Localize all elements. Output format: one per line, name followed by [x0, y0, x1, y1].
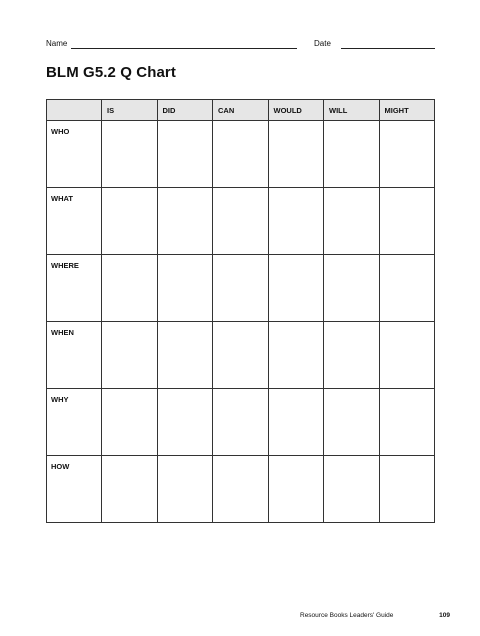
table-row — [47, 255, 435, 322]
table-cell[interactable] — [157, 389, 213, 456]
table-cell[interactable] — [213, 322, 269, 389]
header-fields — [46, 39, 434, 53]
table-cell[interactable] — [324, 121, 380, 188]
date-field[interactable] — [314, 39, 435, 49]
table-cell[interactable] — [157, 121, 213, 188]
column-header: WILL — [324, 100, 380, 121]
table-cell[interactable] — [102, 255, 158, 322]
table-cell[interactable] — [324, 322, 380, 389]
table-cell[interactable] — [379, 456, 435, 523]
page-footer — [300, 612, 450, 619]
row-header: WHAT — [47, 188, 102, 255]
q-chart-table — [46, 99, 435, 523]
row-header: HOW — [47, 456, 102, 523]
corner-cell — [47, 100, 102, 121]
table-cell[interactable] — [268, 121, 324, 188]
table-cell[interactable] — [268, 456, 324, 523]
table-row — [47, 456, 435, 523]
table-cell[interactable] — [157, 456, 213, 523]
table-cell[interactable] — [379, 188, 435, 255]
table-row — [47, 322, 435, 389]
header-row — [47, 100, 435, 121]
table-row — [47, 389, 435, 456]
table-cell[interactable] — [268, 322, 324, 389]
column-header: IS — [102, 100, 158, 121]
table-cell[interactable] — [324, 188, 380, 255]
column-header: MIGHT — [379, 100, 435, 121]
name-line[interactable] — [71, 40, 297, 49]
table-cell[interactable] — [213, 121, 269, 188]
date-line[interactable] — [341, 40, 435, 49]
column-header: DID — [157, 100, 213, 121]
table-cell[interactable] — [213, 389, 269, 456]
table-cell[interactable] — [157, 322, 213, 389]
table-cell[interactable] — [268, 389, 324, 456]
table-cell[interactable] — [102, 456, 158, 523]
table-cell[interactable] — [213, 188, 269, 255]
table-cell[interactable] — [268, 188, 324, 255]
table-cell[interactable] — [102, 188, 158, 255]
table-cell[interactable] — [324, 255, 380, 322]
row-header: WHERE — [47, 255, 102, 322]
table-cell[interactable] — [102, 322, 158, 389]
page-title: BLM G5.2 Q Chart — [46, 64, 176, 81]
table-cell[interactable] — [324, 456, 380, 523]
row-header: WHY — [47, 389, 102, 456]
page-number: 109 — [439, 612, 450, 619]
table-cell[interactable] — [102, 121, 158, 188]
table-cell[interactable] — [102, 389, 158, 456]
table-row — [47, 121, 435, 188]
table-cell[interactable] — [379, 389, 435, 456]
date-label: Date — [314, 39, 331, 48]
row-header: WHO — [47, 121, 102, 188]
table-row — [47, 188, 435, 255]
table-cell[interactable] — [379, 121, 435, 188]
table-cell[interactable] — [324, 389, 380, 456]
table-cell[interactable] — [213, 456, 269, 523]
name-field[interactable] — [46, 39, 297, 49]
column-header: WOULD — [268, 100, 324, 121]
table-cell[interactable] — [213, 255, 269, 322]
footer-source: Resource Books Leaders' Guide — [300, 612, 394, 619]
column-header: CAN — [213, 100, 269, 121]
table-cell[interactable] — [268, 255, 324, 322]
table-cell[interactable] — [157, 188, 213, 255]
table-cell[interactable] — [379, 255, 435, 322]
name-label: Name — [46, 39, 68, 48]
table-cell[interactable] — [157, 255, 213, 322]
row-header: WHEN — [47, 322, 102, 389]
table-cell[interactable] — [379, 322, 435, 389]
